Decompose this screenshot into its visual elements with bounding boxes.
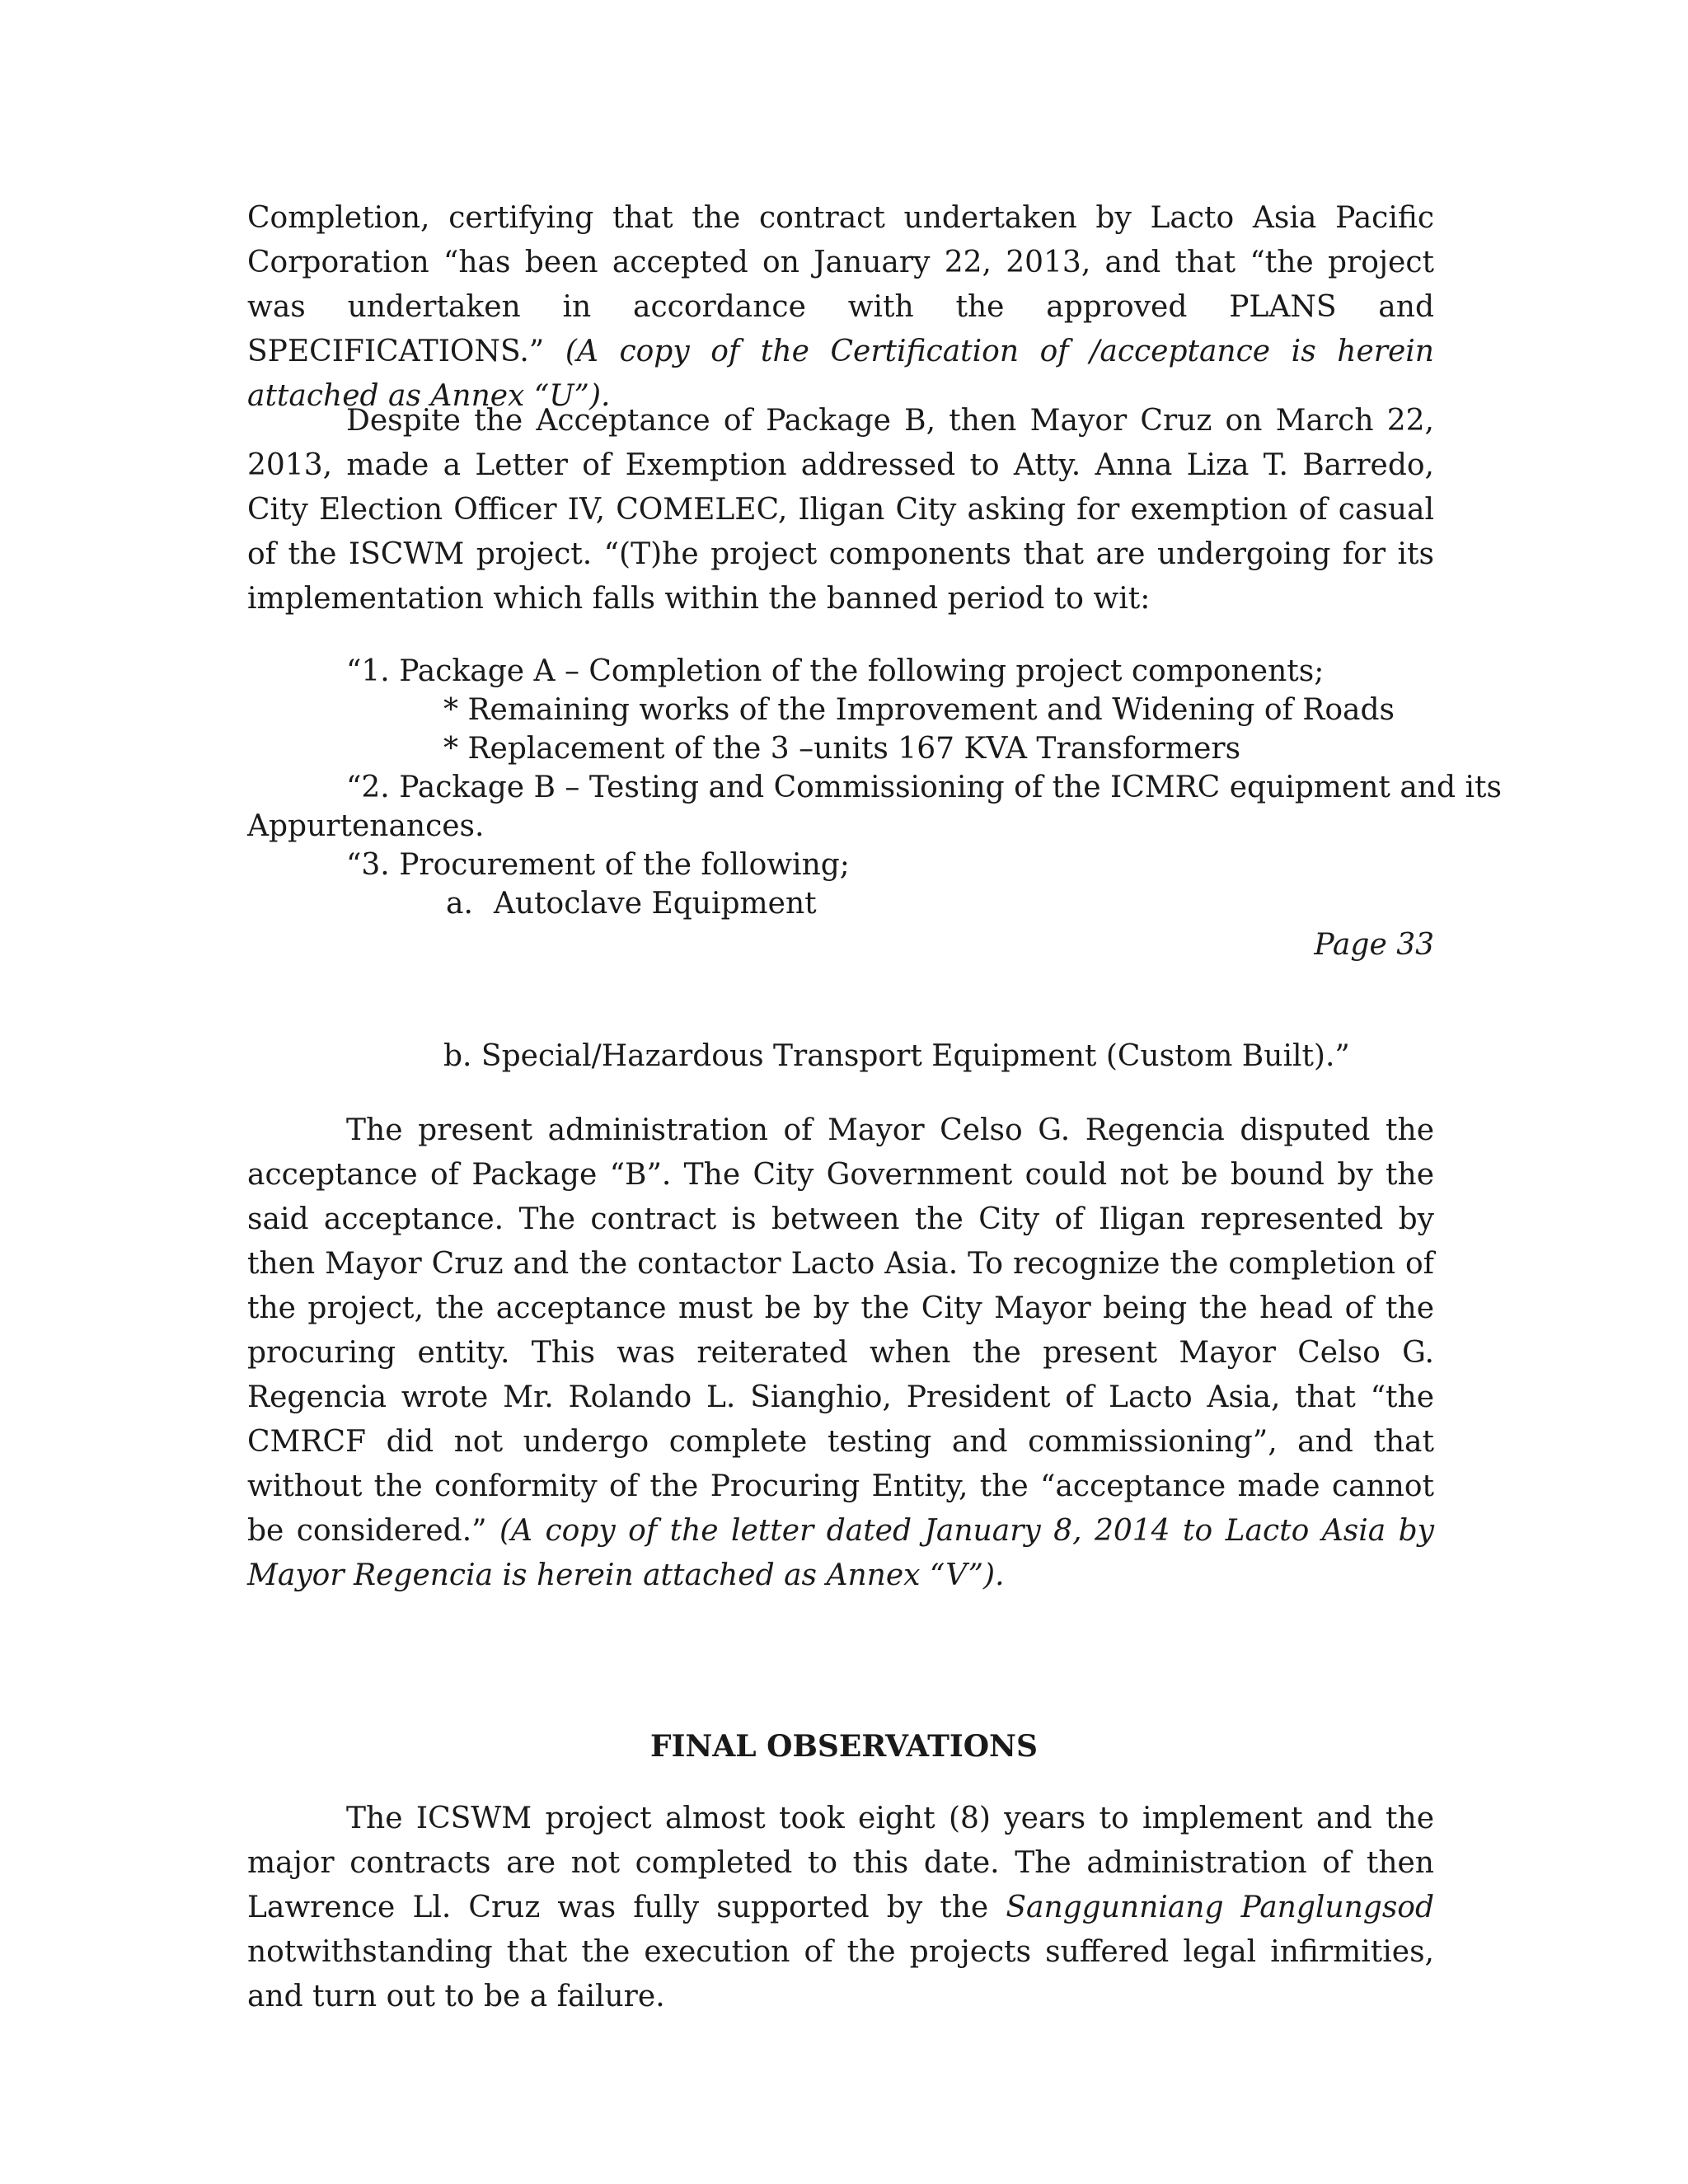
list-subitem-transformers: * Replacement of the 3 –units 167 KVA Transformers xyxy=(443,732,1241,766)
list-item-package-a: “1. Package A – Completion of the following project components; xyxy=(346,654,1325,688)
sanggunian-name: Sanggunniang Panglungsod xyxy=(1006,1891,1435,1924)
list-subitem-roads: * Remaining works of the Improvement and Widening of Roads xyxy=(443,693,1395,727)
list-item-package-b-cont: Appurtenances. xyxy=(247,809,485,843)
annex-v-reference: (A copy of the letter dated January 8, 2014 to Lacto Asia by Mayor Regencia is herein attached as Annex “V”). xyxy=(247,1514,1435,1592)
list-item-procurement: “3. Procurement of the following; xyxy=(346,848,850,882)
list-subitem-text: Autoclave Equipment xyxy=(493,887,817,921)
section-heading: FINAL OBSERVATIONS xyxy=(650,1729,1038,1764)
paragraph-final-observations xyxy=(247,1797,1434,2019)
list-item-package-b: “2. Package B – Testing and Commissioning of the ICMRC equipment and its xyxy=(346,771,1502,804)
paragraph-text: The ICSWM project almost took eight (8) years to implement and the major contracts are not completed to this date. The administration of then Lawrence Ll. Cruz was fully supported by the xyxy=(247,1802,1434,1924)
paragraph-text: Despite the Acceptance of Package B, then Mayor Cruz on March 22, 2013, made a Letter of Exemption addressed to Atty. Anna Liza T. Barredo, City Election Officer IV, COMELEC, Iligan City asking for exemption of casual of the ISCWM project. “(T)he project components that are undergoing for its implementation which falls within the banned period to wit: xyxy=(247,404,1434,616)
list-subitem-transport: b. Special/Hazardous Transport Equipment (Custom Built).” xyxy=(443,1039,1350,1073)
paragraph-completion xyxy=(247,196,1434,419)
annex-u-reference: (A copy of the Certification of /acceptance is herein attached as Annex “U”). xyxy=(247,335,1434,413)
paragraph-exemption xyxy=(247,399,1434,621)
paragraph-text: The present administration of Mayor Celso G. Regencia disputed the acceptance of Package “B”. The City Government could not be bound by the said acceptance. The contract is between the City of Iligan represented by then Mayor Cruz and the contactor Lacto Asia. To recognize the completion of the project, the acceptance must be by the City Mayor being the head of the procuring entity. This was reiterated when the present Mayor Celso G. Regencia wrote Mr. Rolando L. Sianghio, President of Lacto Asia, that “the CMRCF did not undergo complete testing and commissioning”, and that without the conformity of the Procuring Entity, the “acceptance made cannot be considered.” xyxy=(247,1113,1434,1548)
list-marker: a. xyxy=(446,887,473,921)
page-number: Page 33 xyxy=(1314,928,1434,962)
paragraph-text: Completion, certifying that the contract undertaken by Lacto Asia Pacific Corporation “has been accepted on January 22, 2013, and that “the project was undertaken in accordance with the approved PLANS and SPECIFICATIONS.” xyxy=(247,201,1434,368)
paragraph-regencia xyxy=(247,1108,1434,1598)
paragraph-text: notwithstanding that the execution of the projects suffered legal infirmities, and turn out to be a failure. xyxy=(247,1935,1434,2013)
list-subitem-autoclave xyxy=(446,882,817,926)
